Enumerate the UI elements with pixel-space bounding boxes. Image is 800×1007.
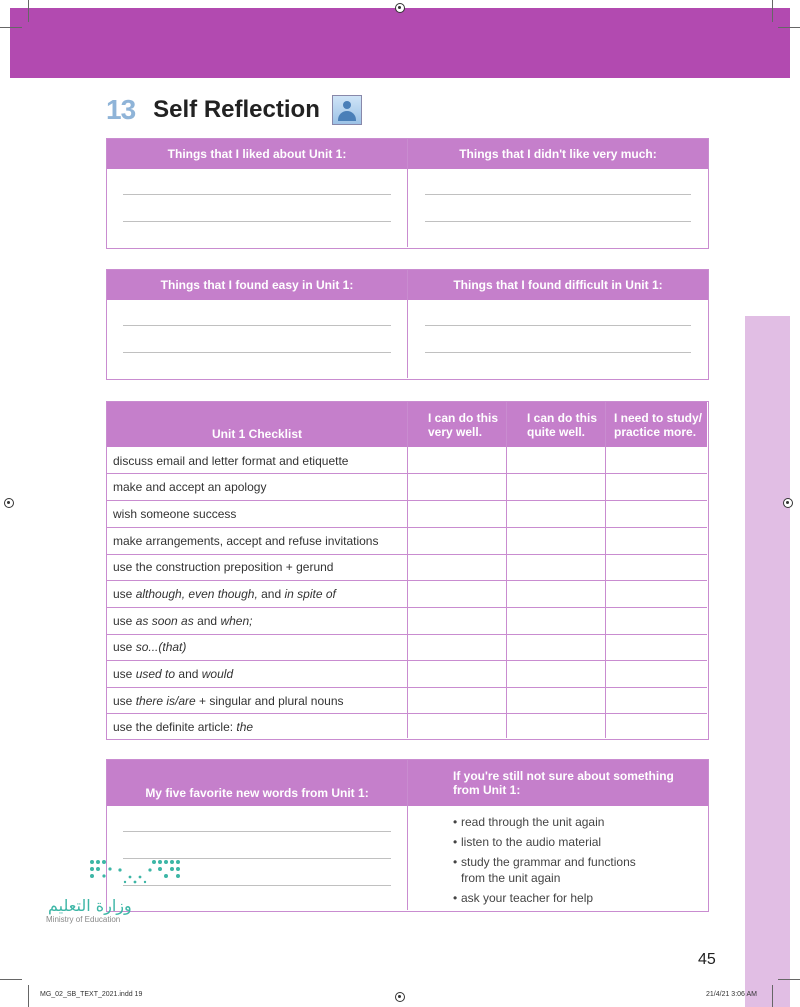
checklist-row: use the definite article: the <box>113 719 254 734</box>
crop-mark <box>778 27 800 28</box>
checklist-row: use as soon as and when; <box>113 614 253 628</box>
easy-header: Things that I found easy in Unit 1: <box>107 270 407 300</box>
write-line[interactable] <box>425 352 691 353</box>
easy-box <box>106 269 709 380</box>
divider <box>407 270 409 378</box>
column-very-well: I can do this very well. <box>408 402 506 447</box>
checklist-row: discuss email and letter format and etiquette <box>113 453 349 468</box>
crop-mark <box>0 27 22 28</box>
photo-icon <box>332 95 362 125</box>
tip-item: • study the grammar and functions from the unit again <box>453 854 661 886</box>
checklist-row: use the construction preposition + gerund <box>113 560 334 574</box>
crop-mark <box>772 0 773 22</box>
checklist-row: make and accept an apology <box>113 480 267 494</box>
write-line[interactable] <box>425 194 691 195</box>
divider <box>407 139 409 247</box>
tip-item: • ask your teacher for help <box>453 890 703 906</box>
tip-item: • read through the unit again <box>453 814 703 830</box>
checklist-row: use although, even though, and in spite of <box>113 587 336 601</box>
logo-english-text: Ministry of Education <box>46 915 121 924</box>
registration-mark-icon <box>395 3 405 13</box>
page-title: Self Reflection <box>153 96 320 123</box>
write-line[interactable] <box>123 325 391 326</box>
checklist-table <box>106 401 709 740</box>
checklist-row: use there is/are + singular and plural nouns <box>113 694 344 708</box>
checklist-row: use used to and would <box>113 667 234 681</box>
crop-mark <box>778 979 800 980</box>
checklist-header: Unit 1 Checklist <box>107 402 407 447</box>
write-line[interactable] <box>425 325 691 326</box>
crop-mark <box>0 979 22 980</box>
favorite-words-header: My five favorite new words from Unit 1: <box>107 760 407 806</box>
liked-box <box>106 138 709 249</box>
write-line[interactable] <box>123 352 391 353</box>
crop-mark <box>772 985 773 1007</box>
not-sure-header: If you're still not sure about something from Unit 1: <box>408 760 708 806</box>
exercise-number: 13 <box>106 94 136 125</box>
ministry-logo-icon <box>90 858 180 884</box>
page-number: 45 <box>698 951 716 968</box>
write-line[interactable] <box>425 221 691 222</box>
checklist-row: wish someone success <box>113 507 237 521</box>
write-line[interactable] <box>123 831 391 832</box>
checklist-row: use so...(that) <box>113 640 187 654</box>
tips-list <box>453 814 703 910</box>
write-line[interactable] <box>123 194 391 195</box>
footer-timestamp: 21/4/21 3:06 AM <box>706 991 757 998</box>
exercise-title <box>106 92 362 128</box>
registration-mark-icon <box>4 498 14 508</box>
registration-mark-icon <box>783 498 793 508</box>
column-need-study: I need to study/ practice more. <box>606 402 707 447</box>
difficult-header: Things that I found difficult in Unit 1: <box>408 270 708 300</box>
footer-file-name: MG_02_SB_TEXT_2021.indd 19 <box>40 991 143 998</box>
crop-mark <box>28 985 29 1007</box>
logo-arabic-text: وزارة التعليم <box>48 896 132 915</box>
liked-header: Things that I liked about Unit 1: <box>107 139 407 169</box>
registration-mark-icon <box>395 992 405 1002</box>
crop-mark <box>28 0 29 22</box>
side-tab <box>745 316 790 1007</box>
tip-item: • listen to the audio material <box>453 834 703 850</box>
checklist-row: make arrangements, accept and refuse invitations <box>113 534 379 548</box>
top-banner <box>10 8 790 78</box>
favorite-words-box <box>106 759 709 912</box>
write-line[interactable] <box>123 221 391 222</box>
column-quite-well: I can do this quite well. <box>507 402 605 447</box>
divider <box>407 760 409 910</box>
disliked-header: Things that I didn't like very much: <box>408 139 708 169</box>
write-line[interactable] <box>123 885 391 886</box>
